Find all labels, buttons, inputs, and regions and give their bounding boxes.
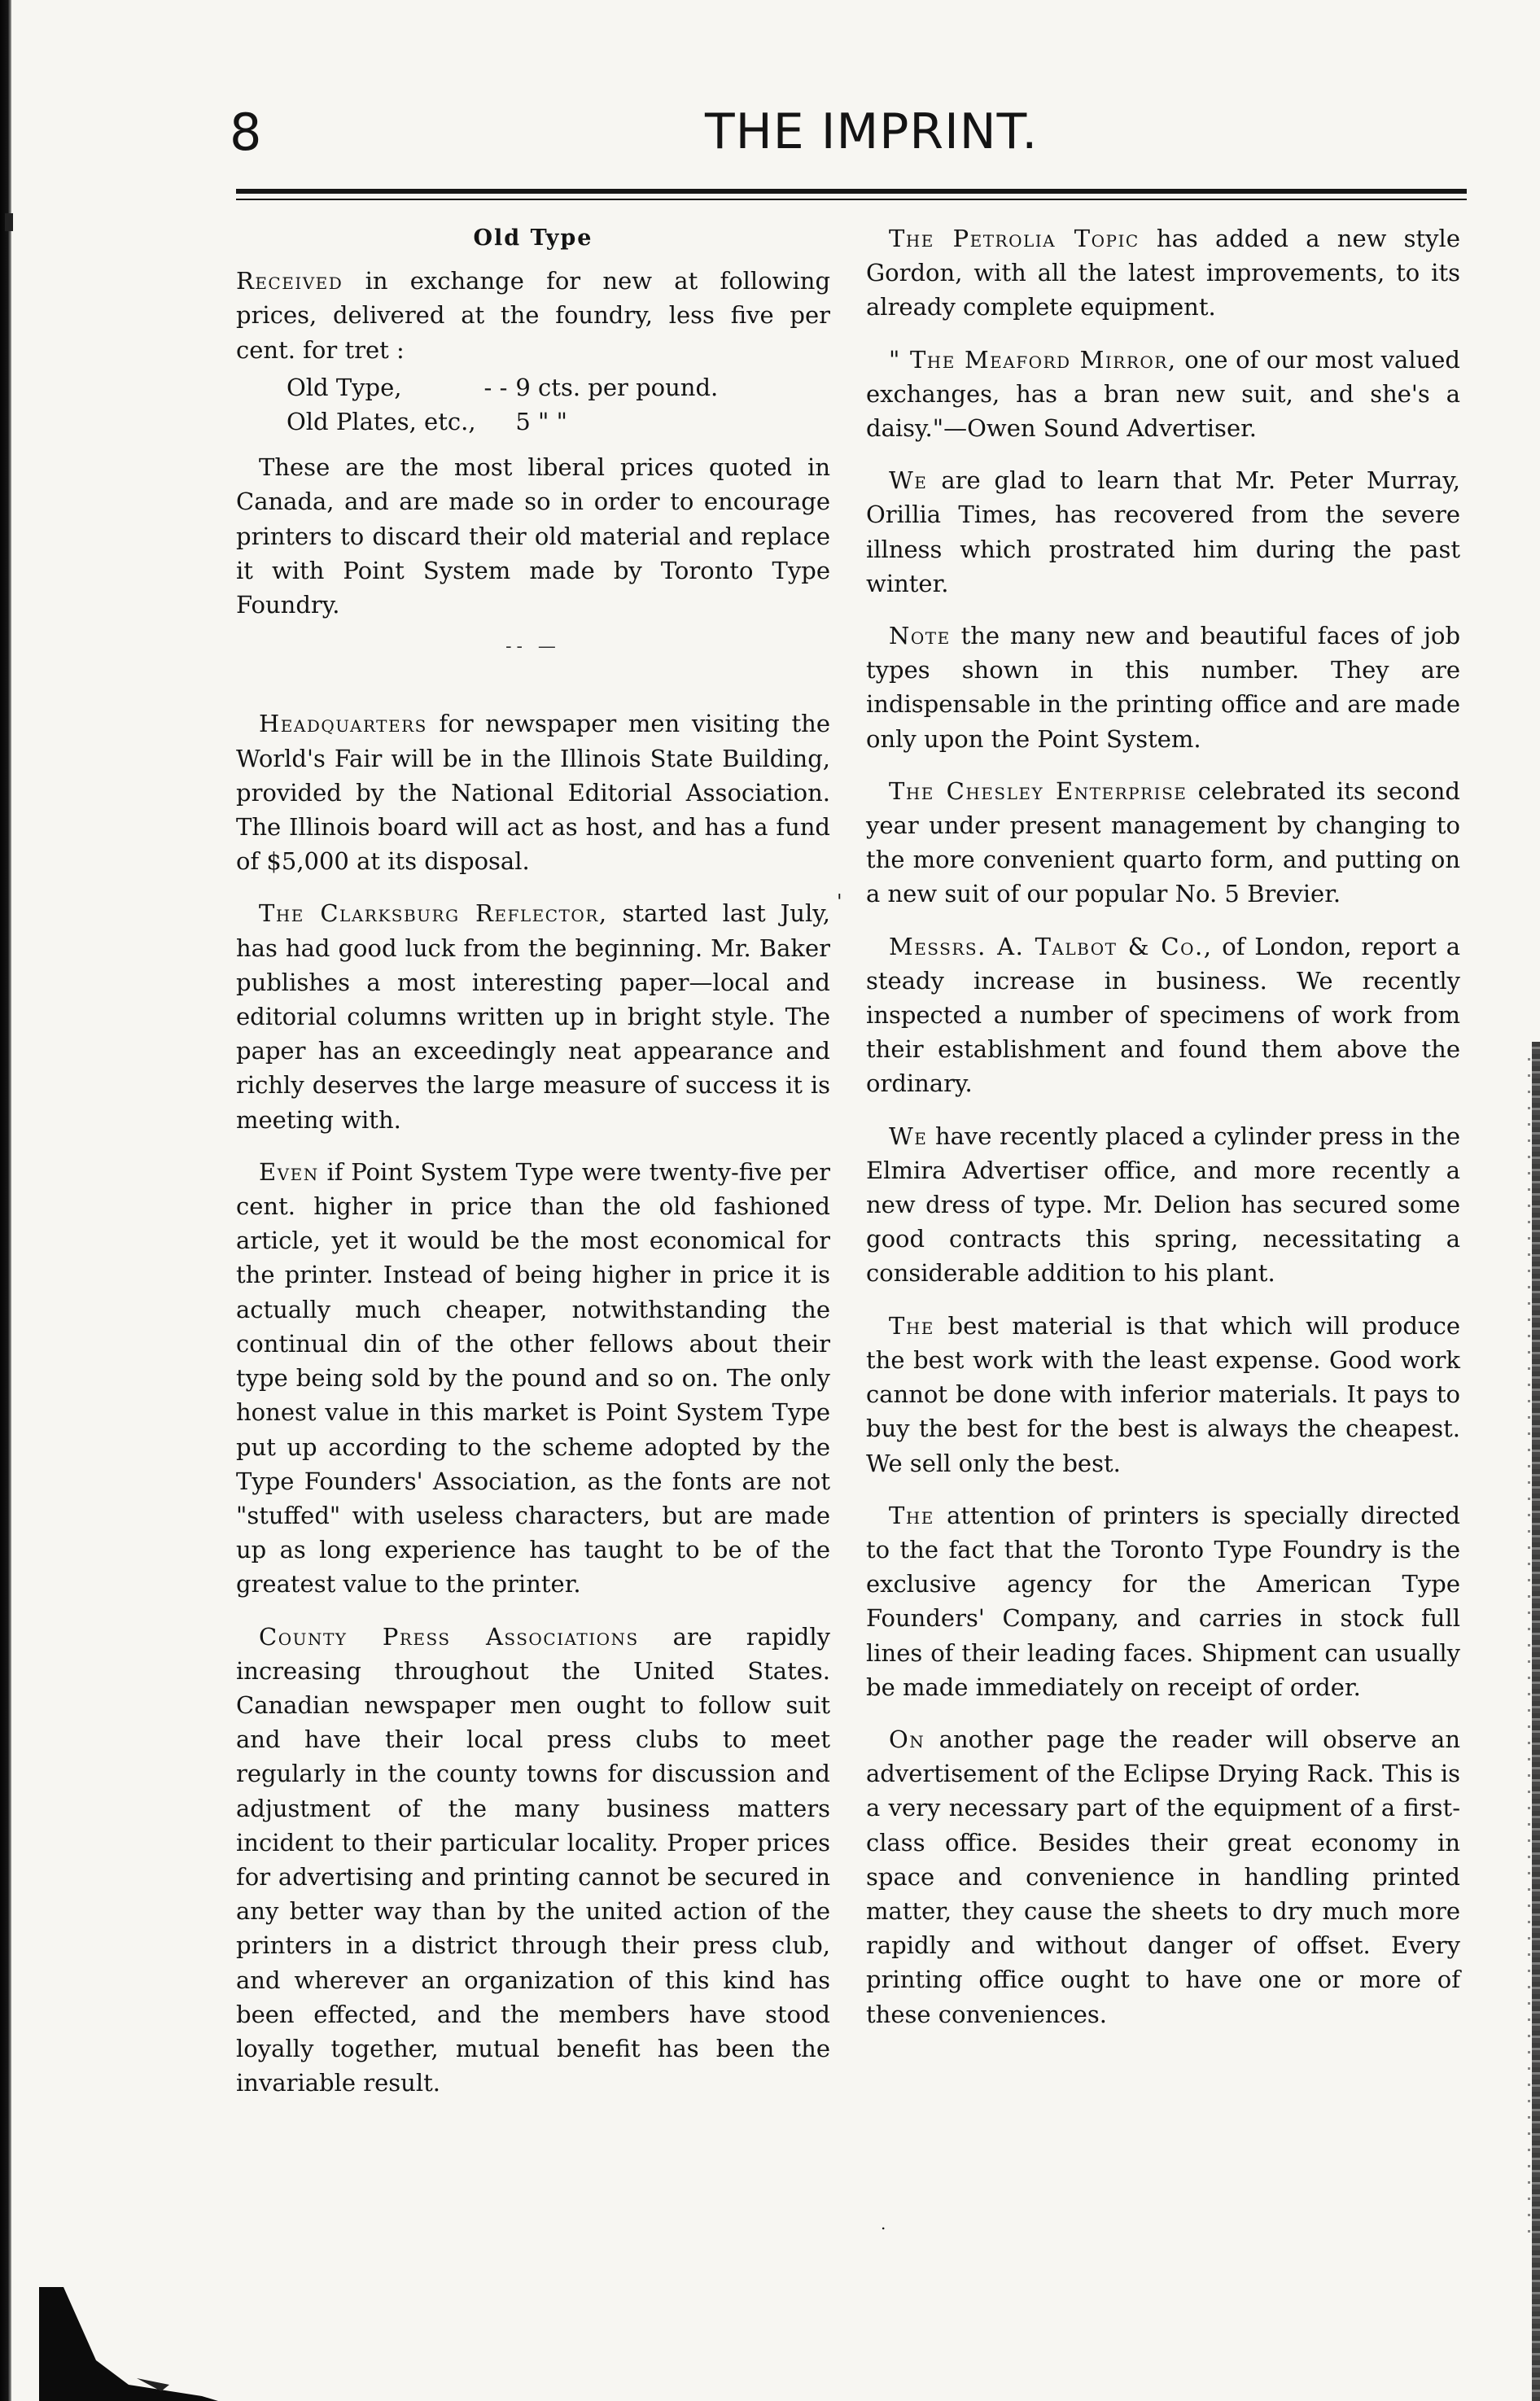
paragraph-text: has added a new style Gordon, with all the latest improvements, to its already complete equipment. <box>866 225 1460 321</box>
paragraph-lead: Messrs. A. Talbot & Co., <box>889 932 1213 960</box>
old-type-heading: Old Type <box>473 225 593 251</box>
article-peter-murray <box>866 463 1460 601</box>
paragraph-lead: The Chesley Enterprise <box>889 776 1188 805</box>
article-chesley-enterprise <box>866 774 1460 912</box>
article-meaford-mirror <box>866 343 1460 446</box>
article-clarksburg-reflector <box>236 896 830 1136</box>
paragraph-text: attention of printers is specially directed to the fact that the Toronto Type Foundry is the exclusive agency for the American Type Founders' Company, and carries in stock full lines of their leading faces. Shipment can usually be made immediately on receipt of order. <box>866 1501 1461 1701</box>
header-rule-thick <box>236 189 1467 194</box>
paragraph-lead: On <box>889 1725 925 1753</box>
paragraph-lead: The <box>889 1311 934 1340</box>
paragraph-text: if Point System Type were twenty-five per cent. higher in price than the old fashioned article, yet it would be the most economical for the printer. Instead of being higher in price it is actually much cheaper, notwithstanding the continual din of the other fellows about their type being sold by the pound and so on. The only honest value in this market is Point System Type put up according to the scheme adopted by the Type Founders' Association, as the fonts are not "stuffed" with useless characters, but are made up as long experience has taught to be of the greatest value to the printer. <box>236 1157 830 1598</box>
old-type-intro <box>236 264 830 367</box>
header-rule-thin <box>236 199 1467 200</box>
left-column <box>236 221 830 2118</box>
paragraph-text: in exchange for new at following prices, delivered at the foundry, less five per cent. for tret : <box>236 267 831 364</box>
scan-edge-right <box>1532 1042 1540 2401</box>
article-county-press <box>236 1620 830 2101</box>
paragraph-text: have recently placed a cylinder press in the Elmira Advertiser office, and more recently a new dress of type. Mr. Delion has secured some good contracts this spring, necessitating a considerable addition to his plant. <box>866 1122 1461 1288</box>
paragraph-lead: " The Meaford Mirror, <box>889 345 1177 374</box>
paragraph-text: of London, report a steady increase in business. We recently inspected a number of specimens of work from their establishment and found them above the ordinary. <box>866 932 1461 1098</box>
article-talbot-co <box>866 929 1460 1101</box>
scan-corner-shadow <box>39 2287 218 2401</box>
scan-edge-left <box>0 0 11 2401</box>
article-petrolia-topic <box>866 221 1460 325</box>
old-type-closing <box>236 450 830 622</box>
article-elmira-advertiser <box>866 1119 1460 1291</box>
paragraph-text: celebrated its second year under present management by changing to the more convenient quarto form, and putting on a new suit of our popular No. 5 Brevier. <box>866 776 1460 908</box>
paragraph-lead: Note <box>889 622 951 650</box>
price-item: Old Plates, etc., <box>287 408 476 436</box>
price-dashes: - - <box>483 373 508 401</box>
paragraph-text: These are the most liberal prices quoted in Canada, and are made so in order to encourage printers to discard their old material and replace it with Point System made by Toronto Type Foundry. <box>236 453 830 619</box>
paragraph-lead: County Press Associations <box>259 1622 639 1651</box>
paragraph-text: are rapidly increasing throughout the United States. Canadian newspaper men ought to follow suit and have their local press clubs to meet regularly in the county towns for discussion and adjustment of the many business matters incident to their particular locality. Proper prices for advertising and printing cannot be secured in any better way than by the united action of the printers in a district through their press club, and wherever an organization of this kind has been effected, and the members have stood loyally together, mutual benefit has been the invariable result. <box>236 1622 831 2097</box>
price-dashes <box>484 405 516 439</box>
stray-print-mark: ' <box>837 890 842 913</box>
paragraph-lead: Even <box>259 1157 319 1186</box>
paragraph-text: the many new and beautiful faces of job types shown in this number. They are indispensable in the printing office and are made only upon the Point System. <box>866 622 1461 753</box>
paragraph-text: started last July, has had good luck from the beginning. Mr. Baker publishes a most interesting paper—local and editorial columns written up in bright style. The paper has an exceedingly neat appearance and richly deserves the large measure of success it is meeting with. <box>236 899 831 1134</box>
article-eclipse-drying-rack <box>866 1722 1460 2031</box>
price-row <box>287 370 726 405</box>
right-column <box>866 221 1460 2049</box>
running-title: THE IMPRINT. <box>705 103 1039 160</box>
scan-edge-notch <box>5 213 13 231</box>
paragraph-lead: We <box>889 466 928 495</box>
paragraph-lead: The Petrolia Topic <box>889 225 1140 252</box>
paragraph-lead: The Clarksburg Reflector, <box>259 899 608 928</box>
price-value: 9 cts. per pound. <box>515 373 719 401</box>
article-toronto-agency <box>866 1498 1460 1704</box>
article-headquarters <box>236 706 830 878</box>
paragraph-text: are glad to learn that Mr. Peter Murray, Orillia Times, has recovered from the severe illness which prostrated him during the past winter. <box>866 466 1461 597</box>
paragraph-lead: We <box>889 1122 928 1150</box>
price-value: 5 " " <box>515 408 567 436</box>
page-number: 8 <box>230 103 262 162</box>
paragraph-text: for newspaper men visiting the World's Fair will be in the Illinois State Building, provided by the National Editorial Association. The Illinois board will act as host, and has a fund of $5,000 at its disposal. <box>236 710 830 876</box>
article-best-material <box>866 1309 1460 1480</box>
scan-edge-right-fleck <box>1528 1058 1530 2238</box>
end-print-mark: . <box>881 2214 886 2233</box>
paragraph-lead: Received <box>236 267 343 295</box>
article-job-types <box>866 619 1460 756</box>
price-table <box>287 370 726 439</box>
section-separator: -- — <box>505 636 561 658</box>
paragraph-text: one of our most valued exchanges, has a bran new suit, and she's a daisy."—Owen Sound Advertiser. <box>866 345 1460 443</box>
paragraph-lead: Headquarters <box>259 710 427 738</box>
paragraph-text: best material is that which will produce the best work with the least expense. Good work cannot be done with inferior materials. It pays to buy the best for the best is always the cheapest. We sell only the best. <box>866 1311 1460 1477</box>
paragraph-text: another page the reader will observe an advertisement of the Eclipse Drying Rack. This is a very necessary part of the equipment of a first-class office. Besides their great economy in space and convenience in handling printed matter, they cause the sheets to dry much more rapidly and without danger of offset. Every printing office ought to have one or more of these conveniences. <box>866 1725 1460 2028</box>
price-row <box>287 405 726 439</box>
article-point-system-value <box>236 1155 830 1602</box>
paragraph-lead: The <box>889 1501 934 1529</box>
price-item: Old Type, <box>287 373 402 401</box>
